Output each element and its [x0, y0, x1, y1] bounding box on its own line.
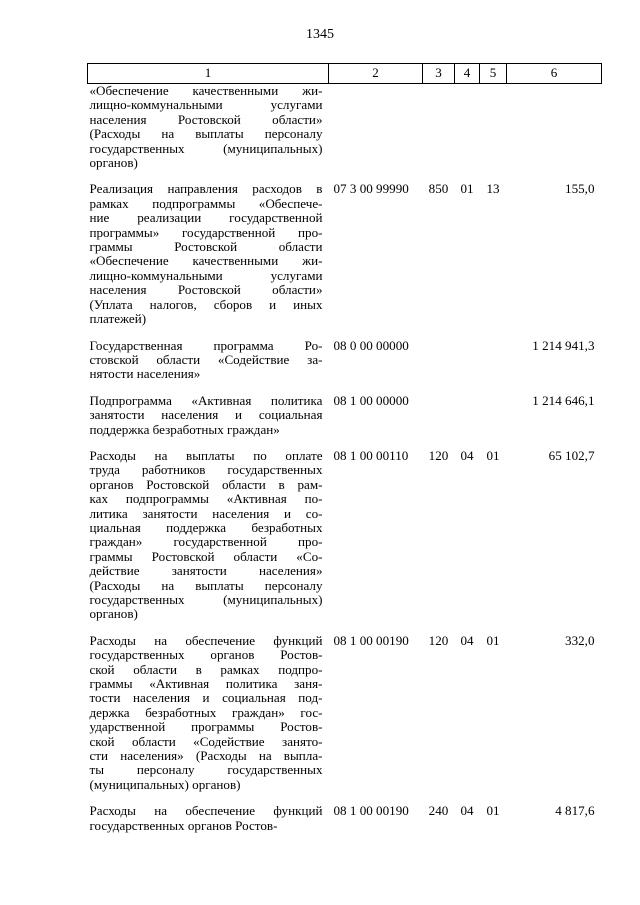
row-description — [88, 182, 329, 338]
row-subsection: 01 — [486, 447, 500, 463]
description-line: платежей) — [89, 311, 147, 327]
table-row — [88, 182, 602, 338]
row-description — [88, 634, 329, 804]
description-line: ках подпрограммы «Активная по- — [89, 491, 323, 507]
description-line: ние реализации государственной — [89, 210, 323, 226]
description-line: Расходы на обеспечение функций — [89, 803, 323, 819]
description-line: государственных (муниципальных) — [89, 140, 323, 156]
row-expense-type: 850 — [428, 181, 449, 197]
description-line: ской области в рамках подпро- — [89, 661, 323, 677]
header-col-5: 5 — [480, 64, 507, 84]
description-line: сти населения» (Расходы на выпла- — [89, 748, 323, 764]
row-description — [88, 449, 329, 634]
row-target-code: 08 0 00 00000 — [333, 337, 409, 353]
row-description — [88, 339, 329, 394]
row-section — [455, 339, 480, 394]
description-line: граммы Ростовской области «Со- — [89, 548, 323, 564]
row-section — [455, 394, 480, 449]
row-target-code: 08 1 00 00000 — [333, 392, 409, 408]
row-subsection — [480, 84, 507, 183]
description-line: Реализация направления расходов в — [89, 181, 323, 197]
row-target-code: 07 3 00 99990 — [333, 181, 409, 197]
description-line: «Обеспечение качественными жи- — [89, 253, 323, 269]
table-row — [88, 394, 602, 449]
row-expense-type — [423, 394, 455, 449]
row-subsection — [480, 339, 507, 394]
row-subsection — [480, 394, 507, 449]
description-line: держка безработных граждан» гос- — [89, 704, 323, 720]
header-col-3: 3 — [423, 64, 455, 84]
row-amount: 65 102,7 — [548, 447, 595, 463]
row-section: 01 — [460, 181, 474, 197]
description-line: Подпрограмма «Активная политика — [89, 392, 323, 408]
row-expense-type: 120 — [428, 447, 449, 463]
description-line: граммы «Активная политика заня- — [89, 676, 323, 692]
table-row — [88, 449, 602, 634]
description-line: стовской области «Содействие за- — [89, 351, 323, 367]
table-row — [88, 634, 602, 804]
description-line: (Расходы на выплаты персоналу — [89, 577, 323, 593]
description-line: циальная поддержка безработных — [89, 519, 323, 535]
row-amount: 1 214 646,1 — [532, 392, 595, 408]
table-row — [88, 804, 602, 845]
description-line: населения Ростовской области» — [89, 282, 323, 298]
row-section: 04 — [460, 447, 474, 463]
description-line: труда работников государственных — [89, 462, 323, 478]
description-line: поддержка безработных граждан» — [89, 421, 280, 437]
description-line: программы» государственной про- — [89, 224, 323, 240]
description-line: органов) — [89, 606, 138, 622]
description-line: Расходы на обеспечение функций — [89, 632, 323, 648]
description-line: ты персоналу государственных — [89, 762, 323, 778]
description-line: лищно-коммунальными услугами — [89, 97, 323, 113]
row-section: 04 — [460, 632, 474, 648]
row-section — [455, 84, 480, 183]
row-expense-type: 120 — [428, 632, 449, 648]
row-description — [88, 804, 329, 845]
description-line: «Обеспечение качественными жи- — [89, 83, 323, 98]
description-line: ударственной программы Ростов- — [89, 719, 323, 735]
description-line: Расходы на выплаты по оплате — [89, 447, 323, 463]
description-line: нятости населения» — [89, 366, 201, 382]
row-target-code: 08 1 00 00110 — [333, 447, 409, 463]
description-line: лищно-коммунальными услугами — [89, 267, 323, 283]
row-target-code — [329, 84, 423, 183]
description-line: органов) — [89, 155, 138, 171]
description-line: занятости населения и социальная — [89, 407, 323, 423]
row-amount: 155,0 — [565, 181, 595, 197]
header-col-4: 4 — [455, 64, 480, 84]
row-expense-type — [423, 339, 455, 394]
row-target-code: 08 1 00 00190 — [333, 803, 409, 819]
description-line: (муниципальных) органов) — [89, 776, 241, 792]
description-line: (Уплата налогов, сборов и иных — [89, 296, 323, 312]
header-row — [88, 64, 602, 84]
row-subsection: 13 — [486, 181, 500, 197]
budget-table — [87, 63, 602, 845]
row-expense-type — [423, 84, 455, 183]
description-line: органов Ростовской области в рам- — [89, 476, 323, 492]
table-row — [88, 84, 602, 183]
description-line: литика занятости населения и со- — [89, 505, 323, 521]
page-number: 1345 — [306, 27, 334, 42]
header-col-6: 6 — [507, 64, 602, 84]
description-line: населения Ростовской области» — [89, 111, 323, 127]
row-subsection: 01 — [486, 632, 500, 648]
table-body — [88, 84, 602, 846]
description-line: действие занятости населения» — [89, 563, 323, 579]
description-line: государственных (муниципальных) — [89, 592, 323, 607]
description-line: государственных органов Ростов- — [89, 647, 323, 663]
row-section: 04 — [460, 803, 474, 819]
row-amount: 332,0 — [565, 632, 595, 648]
header-col-1: 1 — [88, 64, 329, 84]
row-subsection: 01 — [486, 803, 500, 819]
description-line: тости населения и социальная под- — [89, 690, 323, 706]
header-col-2: 2 — [329, 64, 423, 84]
description-line: ской области «Содействие занято- — [89, 733, 323, 749]
table-header — [88, 64, 602, 84]
description-line: Государственная программа Ро- — [89, 337, 323, 353]
row-target-code: 08 1 00 00190 — [333, 632, 409, 648]
row-description — [88, 84, 329, 183]
row-amount — [507, 84, 602, 183]
row-description — [88, 394, 329, 449]
row-expense-type: 240 — [428, 803, 449, 819]
row-amount: 1 214 941,3 — [532, 337, 595, 353]
description-line: граждан» государственной про- — [89, 534, 323, 550]
description-line: государственных органов Ростов- — [89, 817, 278, 833]
description-line: рамках подпрограммы «Обеспече- — [89, 195, 323, 211]
description-line: граммы Ростовской области — [89, 239, 323, 255]
row-amount: 4 817,6 — [555, 803, 595, 819]
description-line: (Расходы на выплаты персоналу — [89, 126, 323, 142]
table-row — [88, 339, 602, 394]
